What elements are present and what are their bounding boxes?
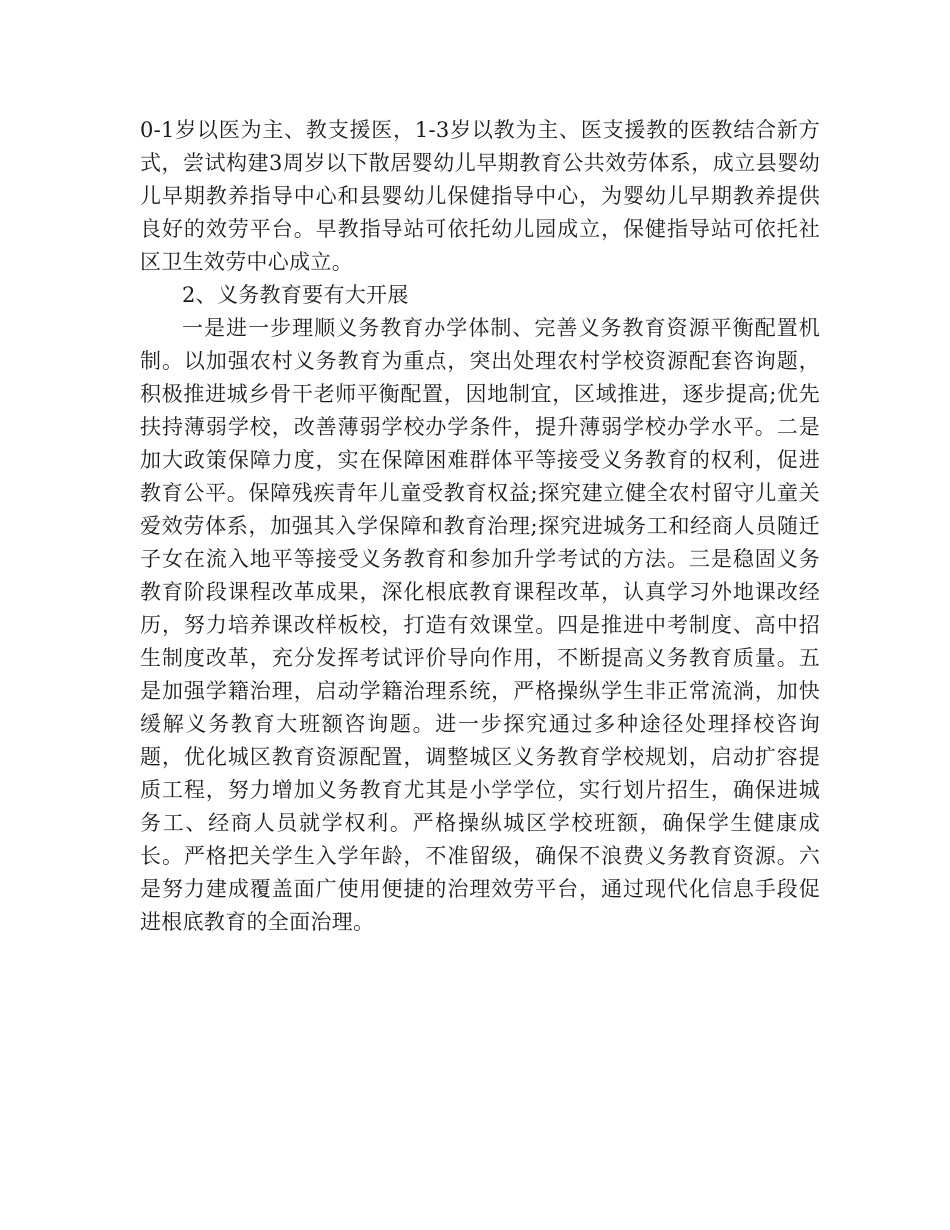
section-heading: 2、义务教育要有大开展 xyxy=(182,283,409,307)
paragraph-body: 一是进一步理顺义务教育办学体制、完善义务教育资源平衡配置机制。以加强农村义务教育为重点，突出处理农村学校资源配套咨询题，积极推进城乡骨干老师平衡配置，因地制宜，区域推进，逐步提高;优先扶持薄弱学校，改善薄弱学校办学条件，提升薄弱学校办学水平。二是加大政策保障力度，实在保障困难群体平等接受义务教育的权利，促进教育公平。保障残疾青年儿童受教育权益;探究建立健全农村留守儿童关爱效劳体系，加强其入学保障和教育治理;探究进城务工和经商人员随迁子女在流入地平等接受义务教育和参加升学考试的方法。三是稳固义务教育阶段课程改革成果，深化根底教育课程改革，认真学习外地课改经历，努力培养课改样板校，打造有效课堂。四是推进中考制度、高中招生制度改革，充分发挥考试评价导向作用，不断提高义务教育质量。五是加强学籍治理，启动学籍治理系统，严格操纵学生非正常流淌，加快缓解义务教育大班额咨询题。进一步探究通过多种途径处理择校咨询题，优化城区教育资源配置，调整城区义务教育学校规划，启动扩容提质工程，努力增加义务教育尤其是小学学位，实行划片招生，确保进城务工、经商人员就学权利。严格操纵城区学校班额，确保学生健康成长。严格把关学生入学年龄，不准留级，确保不浪费义务教育资源。六是努力建成覆盖面广使用便捷的治理效劳平台，通过现代化信息手段促进根底教育的全面治理。 xyxy=(140,316,820,934)
document-body xyxy=(140,114,820,939)
paragraph-continuation: 0-1岁以医为主、教支援医，1-3岁以教为主、医支援教的医教结合新方式，尝试构建3周岁以下散居婴幼儿早期教育公共效劳体系，成立县婴幼儿早期教养指导中心和县婴幼儿保健指导中心，为婴幼儿早期教养提供良好的效劳平台。早教指导站可依托幼儿园成立，保健指导站可依托社区卫生效劳中心成立。 xyxy=(140,118,820,274)
